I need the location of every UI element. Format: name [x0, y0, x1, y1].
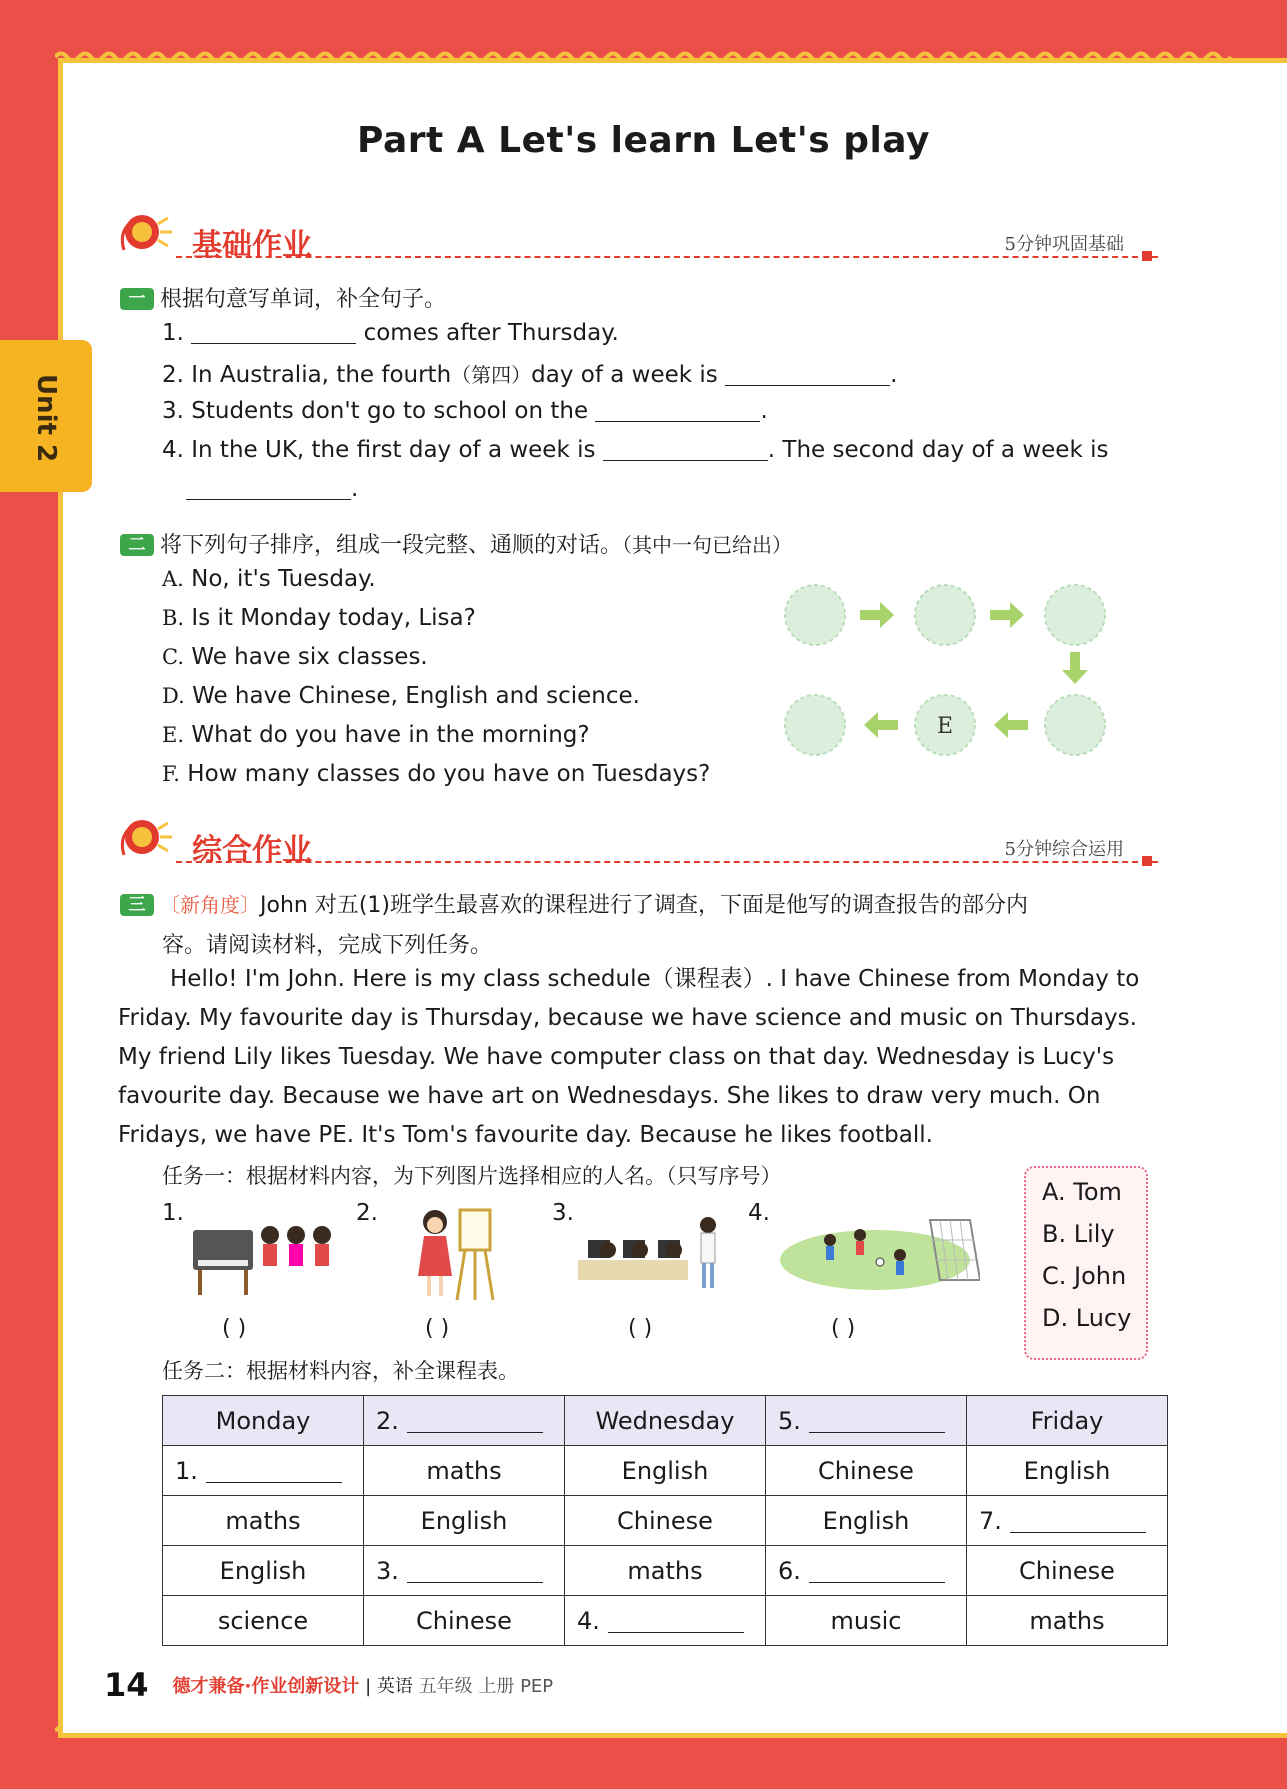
section-note: 5分钟综合运用: [1004, 839, 1124, 860]
page-title: Part A Let's learn Let's play: [357, 120, 930, 161]
lightbulb-icon: [118, 815, 178, 869]
task1-instruction: 任务一：根据材料内容，为下列图片选择相应的人名。（只写序号）: [162, 1164, 782, 1188]
header-cell: Friday: [967, 1396, 1168, 1446]
header-cell: Wednesday: [565, 1396, 766, 1446]
pic-num-3: 3.: [552, 1200, 574, 1226]
table-cell: maths: [565, 1546, 766, 1596]
q2-option-b: B. Is it Monday today, Lisa?: [162, 605, 476, 631]
q2-option-d: D. We have Chinese, English and science.: [162, 683, 640, 709]
passage-line: My friend Lily likes Tuesday. We have computer class on that day. Wednesday is Lucy's: [118, 1044, 1115, 1070]
section-header-basic: [118, 210, 1158, 270]
q1-item-1: 1. comes after Thursday.: [162, 320, 619, 346]
q2-option-a: A. No, it's Tuesday.: [162, 566, 376, 592]
book-brand: 德才兼备·作业创新设计: [172, 1676, 360, 1697]
name-options-box: [1024, 1166, 1148, 1360]
table-cell: 1.: [163, 1446, 364, 1496]
dashed-divider: [176, 861, 1158, 863]
dashed-divider: [176, 256, 1158, 258]
q3-instruction-cont: 容。请阅读材料，完成下列任务。: [162, 933, 493, 958]
table-cell: English: [565, 1446, 766, 1496]
arrow-left-icon: [994, 712, 1028, 738]
football-pe-image: [780, 1200, 980, 1300]
art-class-image: [410, 1200, 500, 1310]
order-circle-4: [1045, 695, 1105, 755]
order-circle-2: [915, 585, 975, 645]
order-circle-1: [785, 585, 845, 645]
page-footer: 14 德才兼备·作业创新设计 | 英语 五年级 上册 PEP: [104, 1666, 554, 1704]
q1-tag: 一: [120, 288, 154, 310]
pic-num-1: 1.: [162, 1200, 184, 1226]
q1-item-4-cont: .: [186, 476, 358, 502]
arrow-right-icon: [860, 602, 894, 628]
answer-blank[interactable]: [407, 1560, 543, 1583]
passage-line: Hello! I'm John. Here is my class schedule（课程表）. I have Chinese from Monday to: [170, 966, 1140, 992]
answer-blank[interactable]: [809, 1560, 945, 1583]
unit-tab-label: Unit 2: [31, 373, 61, 463]
answer-blank[interactable]: [407, 1410, 543, 1433]
table-row: [163, 1446, 1168, 1496]
table-cell: English: [766, 1496, 967, 1546]
given-answer: E: [936, 714, 954, 739]
q2-option-f: F. How many classes do you have on Tuesdays?: [162, 761, 711, 787]
table-cell: English: [163, 1546, 364, 1596]
table-cell: 3.: [364, 1546, 565, 1596]
table-header-row: [163, 1396, 1168, 1446]
computer-class-image: [578, 1200, 728, 1300]
header-cell: 2.: [364, 1396, 565, 1446]
arrow-left-icon: [864, 712, 898, 738]
answer-blank[interactable]: [1010, 1510, 1146, 1533]
answer-blank[interactable]: [725, 363, 890, 386]
table-cell: English: [967, 1446, 1168, 1496]
q3-instruction: 三 〔新角度〕John 对五(1)班学生最喜欢的课程进行了调查，下面是他写的调查报告的部分内: [120, 888, 1028, 919]
name-option: B. Lily: [1042, 1220, 1115, 1248]
q2-option-e: E. What do you have in the morning?: [162, 722, 590, 748]
name-option: A. Tom: [1042, 1178, 1122, 1206]
table-cell: maths: [163, 1496, 364, 1546]
music-class-image: [188, 1200, 338, 1300]
table-cell: 6.: [766, 1546, 967, 1596]
table-cell: Chinese: [967, 1546, 1168, 1596]
passage-line: favourite day. Because we have art on Wednesdays. She likes to draw very much. On: [118, 1083, 1101, 1109]
q1-item-3: 3. Students don't go to school on the .: [162, 398, 768, 424]
q1-item-4: 4. In the UK, the first day of a week is . The second day of a week is: [162, 437, 1109, 463]
section-title: 基础作业: [192, 228, 312, 263]
pic-num-2: 2.: [356, 1200, 378, 1226]
table-row: [163, 1496, 1168, 1546]
q2-instruction: 二 将下列句子排序，组成一段完整、通顺的对话。（其中一句已给出）: [120, 528, 792, 559]
answer-blank[interactable]: [206, 1460, 342, 1483]
divider-end-marker: [1142, 251, 1152, 261]
answer-paren-4[interactable]: ( ): [831, 1316, 856, 1341]
section-note: 5分钟巩固基础: [1004, 234, 1124, 255]
answer-blank[interactable]: [186, 477, 351, 500]
order-circle-6: [785, 695, 845, 755]
q2-option-c: C. We have six classes.: [162, 644, 428, 670]
answer-paren-1[interactable]: ( ): [222, 1316, 247, 1341]
table-cell: 7.: [967, 1496, 1168, 1546]
q3-tag: 三: [120, 894, 154, 916]
header-cell: 5.: [766, 1396, 967, 1446]
answer-blank[interactable]: [191, 321, 356, 344]
answer-blank[interactable]: [809, 1410, 945, 1433]
table-cell: music: [766, 1596, 967, 1646]
page-number: 14: [104, 1666, 149, 1704]
section-header-comprehensive: [118, 815, 1158, 875]
answer-blank[interactable]: [603, 438, 768, 461]
arrow-down-icon: [1062, 652, 1088, 684]
task2-instruction: 任务二：根据材料内容，补全课程表。: [162, 1359, 519, 1383]
table-cell: Chinese: [766, 1446, 967, 1496]
order-diagram: [780, 580, 1110, 760]
arrow-right-icon: [990, 602, 1024, 628]
table-cell: English: [364, 1496, 565, 1546]
table-cell: maths: [967, 1596, 1168, 1646]
new-angle-label: 〔新角度〕: [160, 893, 260, 917]
q2-tag: 二: [120, 534, 154, 556]
section-title: 综合作业: [192, 833, 312, 868]
table-cell: Chinese: [565, 1496, 766, 1546]
passage-line: Friday. My favourite day is Thursday, because we have science and music on Thursdays.: [118, 1005, 1137, 1031]
lightbulb-icon: [118, 210, 178, 264]
table-cell: 4.: [565, 1596, 766, 1646]
class-schedule-table: [162, 1395, 1168, 1646]
answer-blank[interactable]: [595, 399, 760, 422]
passage-line: Fridays, we have PE. It's Tom's favourite day. Because he likes football.: [118, 1122, 933, 1148]
table-cell: Chinese: [364, 1596, 565, 1646]
answer-paren-3[interactable]: ( ): [628, 1316, 653, 1341]
header-cell: Monday: [163, 1396, 364, 1446]
name-option: C. John: [1042, 1262, 1127, 1290]
unit-tab: [0, 340, 92, 492]
subject: 英语: [376, 1676, 413, 1697]
table-cell: maths: [364, 1446, 565, 1496]
q1-item-2: 2. In Australia, the fourth（第四）day of a week is .: [162, 362, 898, 388]
divider-end-marker: [1142, 856, 1152, 866]
answer-blank[interactable]: [608, 1610, 744, 1633]
table-row: [163, 1546, 1168, 1596]
pic-num-4: 4.: [748, 1200, 770, 1226]
order-circle-3: [1045, 585, 1105, 645]
reading-passage: [118, 960, 1158, 1155]
table-cell: science: [163, 1596, 364, 1646]
q1-instruction: 一 根据句意写单词，补全句子。: [120, 282, 446, 313]
book-info: 五年级 上册 PEP: [418, 1676, 554, 1697]
table-row: [163, 1596, 1168, 1646]
answer-paren-2[interactable]: ( ): [425, 1316, 450, 1341]
name-option: D. Lucy: [1042, 1304, 1132, 1332]
